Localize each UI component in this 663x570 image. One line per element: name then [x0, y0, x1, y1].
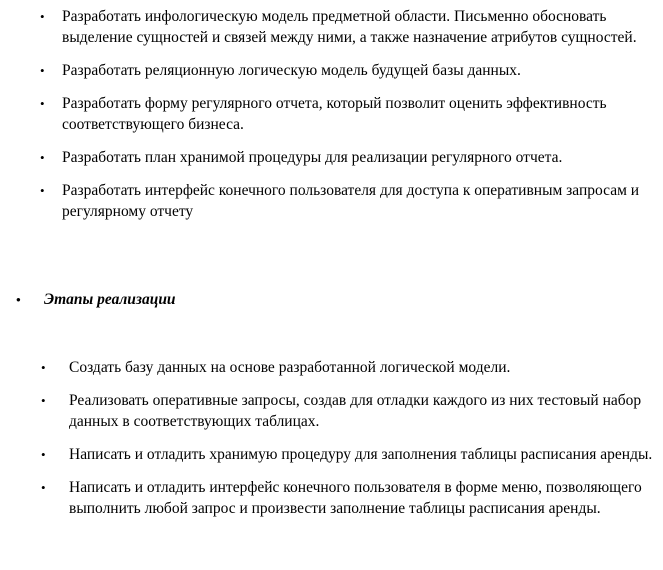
list-item-text: Разработать интерфейс конечного пользователя для доступа к оперативным запросам и регулярному отчету — [62, 182, 640, 220]
bullet-icon: • — [41, 447, 46, 462]
list-item — [41, 444, 661, 465]
list-item — [40, 93, 660, 135]
section-heading — [16, 289, 176, 310]
list-item-text: Реализовать оперативные запросы, создав для отладки каждого из них тестовый набор данных в соответствующих таблицах. — [69, 392, 642, 430]
bullet-icon: • — [40, 63, 45, 78]
list-item — [40, 60, 660, 81]
bullet-icon: • — [16, 292, 21, 307]
list-item — [41, 477, 661, 519]
bullet-icon: • — [40, 96, 45, 111]
list-item-text: Написать и отладить интерфейс конечного пользователя в форме меню, позволяющего выполнить любой запрос и произвести заполнение таблицы расписания аренды. — [69, 479, 642, 517]
list-item — [41, 390, 661, 432]
bullet-icon: • — [40, 150, 45, 165]
list-item-text: Разработать план хранимой процедуры для реализации регулярного отчета. — [62, 149, 563, 166]
list-item-text: Разработать форму регулярного отчета, который позволит оценить эффективность соответствующего бизнеса. — [62, 95, 607, 133]
bullet-icon: • — [41, 393, 46, 408]
list-item-text: Создать базу данных на основе разработанной логической модели. — [69, 359, 511, 376]
list-item — [40, 147, 660, 168]
section-heading-text: Этапы реализации — [44, 291, 176, 308]
bullet-icon: • — [41, 480, 46, 495]
stages-list — [41, 357, 661, 531]
list-item-text: Разработать реляционную логическую модель будущей базы данных. — [62, 62, 521, 79]
task-list — [40, 6, 660, 234]
list-item — [40, 180, 660, 222]
bullet-icon: • — [40, 183, 45, 198]
bullet-icon: • — [41, 360, 46, 375]
list-item — [40, 6, 660, 48]
list-item-text: Написать и отладить хранимую процедуру для заполнения таблицы расписания аренды. — [69, 446, 653, 463]
list-item-text: Разработать инфологическую модель предметной области. Письменно обосновать выделение сущностей и связей между ними, а также назначение атрибутов сущностей. — [62, 8, 637, 46]
list-item — [41, 357, 661, 378]
bullet-icon: • — [40, 9, 45, 24]
